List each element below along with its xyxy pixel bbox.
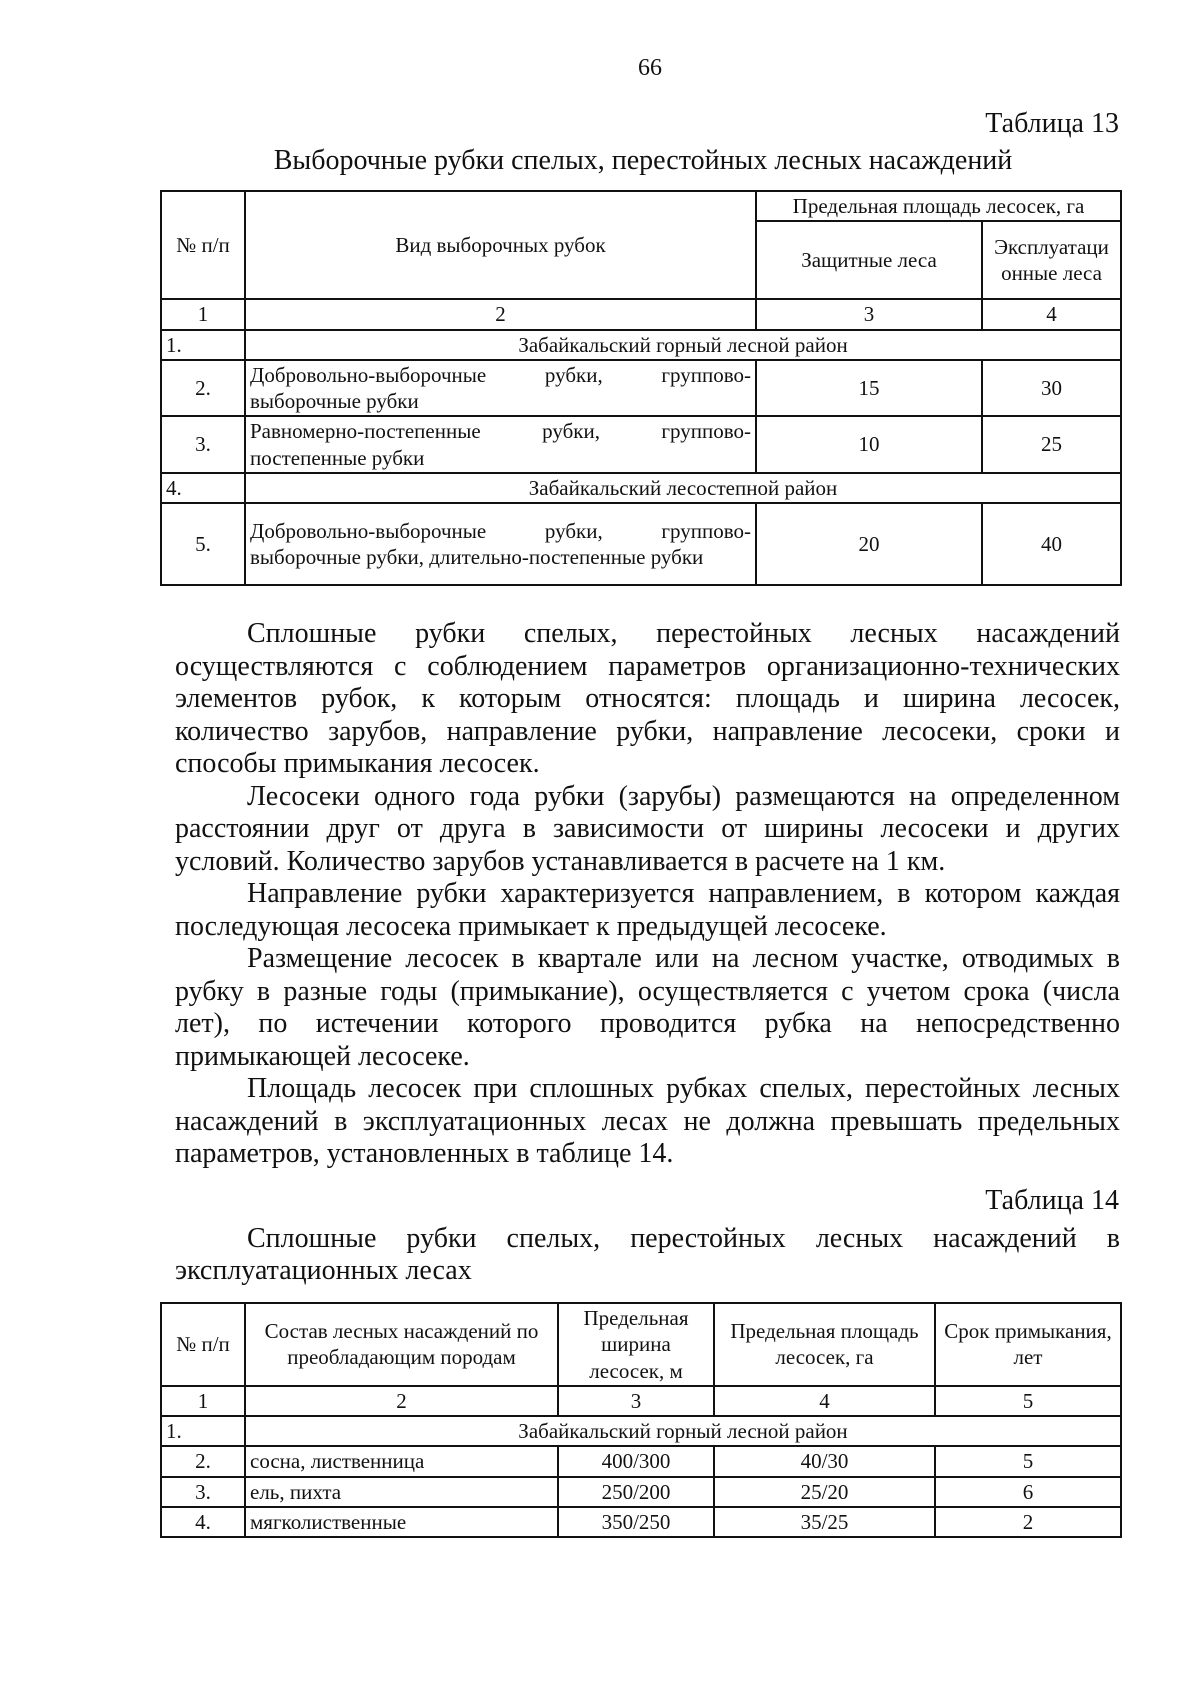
table14-caption: Таблица 14 (985, 1185, 1119, 1216)
table13-row-kind: Добровольно-выборочные рубки, группово-выборочные рубки (245, 360, 756, 417)
table13-title: Выборочные рубки спелых, перестойных лесных насаждений (273, 145, 1013, 176)
table13-row-exploitation: 40 (982, 503, 1121, 585)
table14-row-width: 400/300 (558, 1446, 714, 1476)
body-paragraph: Площадь лесосек при сплошных рубках спелых, перестойных лесных насаждений в эксплуатационных лесах не должна превышать предельных параметров, установленных в таблице 14. (175, 1073, 1120, 1169)
table13-row-protective: 10 (756, 416, 982, 473)
table14-header-num: № п/п (161, 1303, 245, 1386)
table13-header-limit: Предельная площадь лесосек, га (756, 191, 1121, 221)
table14-row-species: сосна, лиственница (245, 1446, 558, 1476)
table14-header-term: Срок примыкания, лет (935, 1303, 1121, 1386)
table14-row-width: 350/250 (558, 1507, 714, 1537)
table14-header-area: Предельная площадь лесосек, га (714, 1303, 935, 1386)
table14-row-num: 3. (161, 1477, 245, 1507)
table13-colnum: 3 (756, 299, 982, 329)
table14-colnum: 3 (558, 1386, 714, 1416)
table13-section-label: Забайкальский горный лесной район (245, 330, 1121, 360)
table14-row-width: 250/200 (558, 1477, 714, 1507)
body-paragraph: Сплошные рубки спелых, перестойных лесных насаждений осуществляются с соблюдением параметров организационно-технических элементов рубок, к которым относятся: площадь и ширина лесосек, количество зарубов, направление рубки, направление лесосеки, сроки и способы примыкания лесосек. (175, 618, 1120, 779)
table13-row-num: 2. (161, 360, 245, 417)
table13-row-protective: 20 (756, 503, 982, 585)
table14-row-area: 40/30 (714, 1446, 935, 1476)
table13-colnum: 4 (982, 299, 1121, 329)
table14-title (175, 1223, 1120, 1287)
table13-header-kind: Вид выборочных рубок (245, 191, 756, 299)
table14-title-line1: Сплошные рубки спелых, перестойных лесных насаждений в (247, 1223, 1120, 1254)
table13 (160, 190, 1122, 586)
table14-title-line2: эксплуатационных лесах (175, 1255, 472, 1286)
table14-colnum: 1 (161, 1386, 245, 1416)
table13-colnum: 1 (161, 299, 245, 329)
table14-row-species: ель, пихта (245, 1477, 558, 1507)
table14-row-num: 4. (161, 1507, 245, 1537)
table14-row-term: 5 (935, 1446, 1121, 1476)
table13-row-num: 1. (161, 330, 245, 360)
table13-caption: Таблица 13 (985, 108, 1119, 139)
table14-section-label: Забайкальский горный лесной район (245, 1416, 1121, 1446)
table13-row-exploitation: 25 (982, 416, 1121, 473)
table13-header-protective: Защитные леса (756, 221, 982, 299)
table13-header-num: № п/п (161, 191, 245, 299)
page-number: 66 (638, 55, 662, 81)
table13-section-label: Забайкальский лесостепной район (245, 473, 1121, 503)
table13-row-num: 5. (161, 503, 245, 585)
body-paragraph: Лесосеки одного года рубки (зарубы) размещаются на определенном расстоянии друг от друга в зависимости от ширины лесосеки и других условий. Количество зарубов устанавливается в расчете на 1 км. (175, 780, 1120, 877)
table13-row-num: 3. (161, 416, 245, 473)
table14 (160, 1302, 1122, 1538)
table14-header-width: Предельная ширина лесосек, м (558, 1303, 714, 1386)
table13-row-num: 4. (161, 473, 245, 503)
table14-row-species: мягколиственные (245, 1507, 558, 1537)
body-paragraph: Размещение лесосек в квартале или на лесном участке, отводимых в рубку в разные годы (примыкание), осуществляется с учетом срока (числа лет), по истечении которого проводится рубка на непосредственно примыкающей лесосеке. (175, 943, 1120, 1072)
table14-row-num: 2. (161, 1446, 245, 1476)
table13-row-kind: Добровольно-выборочные рубки, группово-выборочные рубки, длительно-постепенные рубки (245, 503, 756, 585)
table14-row-term: 6 (935, 1477, 1121, 1507)
table14-row-term: 2 (935, 1507, 1121, 1537)
table13-row-protective: 15 (756, 360, 982, 417)
table14-row-area: 35/25 (714, 1507, 935, 1537)
table14-colnum: 2 (245, 1386, 558, 1416)
table14-row-area: 25/20 (714, 1477, 935, 1507)
table14-colnum: 5 (935, 1386, 1121, 1416)
body-paragraph: Направление рубки характеризуется направлением, в котором каждая последующая лесосека примыкает к предыдущей лесосеке. (175, 878, 1120, 942)
table14-row-num: 1. (161, 1416, 245, 1446)
table13-colnum: 2 (245, 299, 756, 329)
table13-header-exploitation: Эксплуатаци онные леса (982, 221, 1121, 299)
table14-header-composition: Состав лесных насаждений по преобладающим породам (245, 1303, 558, 1386)
table13-row-exploitation: 30 (982, 360, 1121, 417)
table14-colnum: 4 (714, 1386, 935, 1416)
body-text (175, 618, 1120, 1171)
table13-row-kind: Равномерно-постепенные рубки, группово-постепенные рубки (245, 416, 756, 473)
